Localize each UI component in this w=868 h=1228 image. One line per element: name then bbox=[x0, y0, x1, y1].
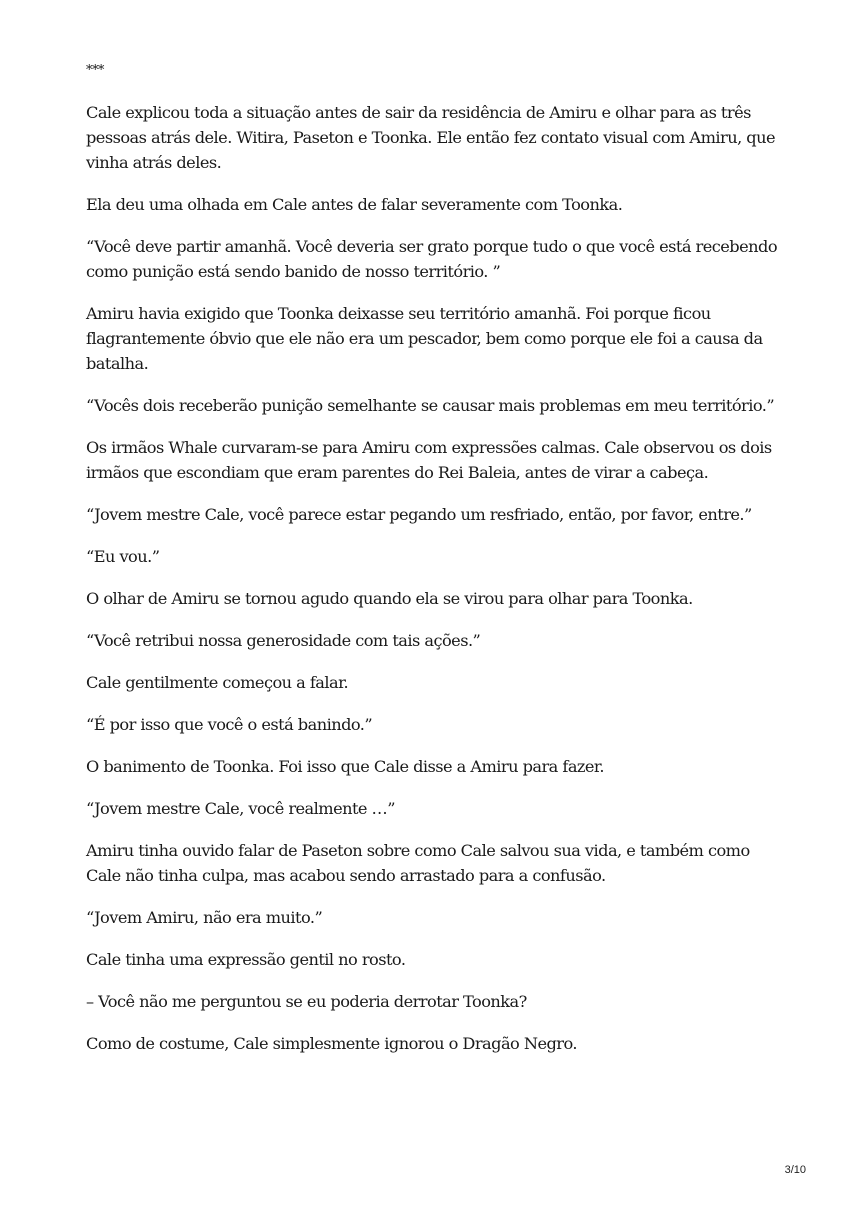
paragraph: – Você não me perguntou se eu poderia derrotar Toonka? bbox=[86, 992, 527, 1011]
paragraph: “Eu vou.” bbox=[86, 547, 160, 566]
paragraph: “Jovem Amiru, não era muito.” bbox=[86, 908, 323, 927]
paragraph: Amiru havia exigido que Toonka deixasse seu território amanhã. Foi porque ficou flagrantemente óbvio que ele não era um pescador, bem como porque ele foi a causa da batalha. bbox=[86, 304, 763, 373]
paragraph: “Você deve partir amanhã. Você deveria ser grato porque tudo o que você está recebendo como punição está sendo banido de nosso território. ” bbox=[86, 237, 778, 281]
paragraph: “Jovem mestre Cale, você realmente …” bbox=[86, 799, 395, 818]
scene-separator: *** bbox=[86, 63, 104, 78]
paragraph: “Vocês dois receberão punição semelhante se causar mais problemas em meu território.” bbox=[86, 396, 775, 415]
paragraph: Como de costume, Cale simplesmente ignorou o Dragão Negro. bbox=[86, 1034, 577, 1053]
paragraph: “Você retribui nossa generosidade com tais ações.” bbox=[86, 631, 481, 650]
paragraph: “Jovem mestre Cale, você parece estar pegando um resfriado, então, por favor, entre.” bbox=[86, 505, 752, 524]
paragraph: Cale explicou toda a situação antes de sair da residência de Amiru e olhar para as três pessoas atrás dele. Witira, Paseton e Toonka. Ele então fez contato visual com Amiru, que vinha atrás deles. bbox=[86, 103, 775, 172]
paragraph: Os irmãos Whale curvaram-se para Amiru com expressões calmas. Cale observou os dois irmãos que escondiam que eram parentes do Rei Baleia, antes de virar a cabeça. bbox=[86, 438, 772, 482]
paragraph: “É por isso que você o está banindo.” bbox=[86, 715, 373, 734]
page-number: 3/10 bbox=[784, 1164, 806, 1176]
paragraph: Ela deu uma olhada em Cale antes de falar severamente com Toonka. bbox=[86, 195, 623, 214]
paragraph: O banimento de Toonka. Foi isso que Cale disse a Amiru para fazer. bbox=[86, 757, 604, 776]
paragraph: O olhar de Amiru se tornou agudo quando ela se virou para olhar para Toonka. bbox=[86, 589, 693, 608]
paragraph: Amiru tinha ouvido falar de Paseton sobre como Cale salvou sua vida, e também como Cale não tinha culpa, mas acabou sendo arrastado para a confusão. bbox=[86, 841, 750, 885]
paragraph: Cale tinha uma expressão gentil no rosto. bbox=[86, 950, 406, 969]
document-page bbox=[86, 60, 786, 1073]
paragraph: Cale gentilmente começou a falar. bbox=[86, 673, 349, 692]
